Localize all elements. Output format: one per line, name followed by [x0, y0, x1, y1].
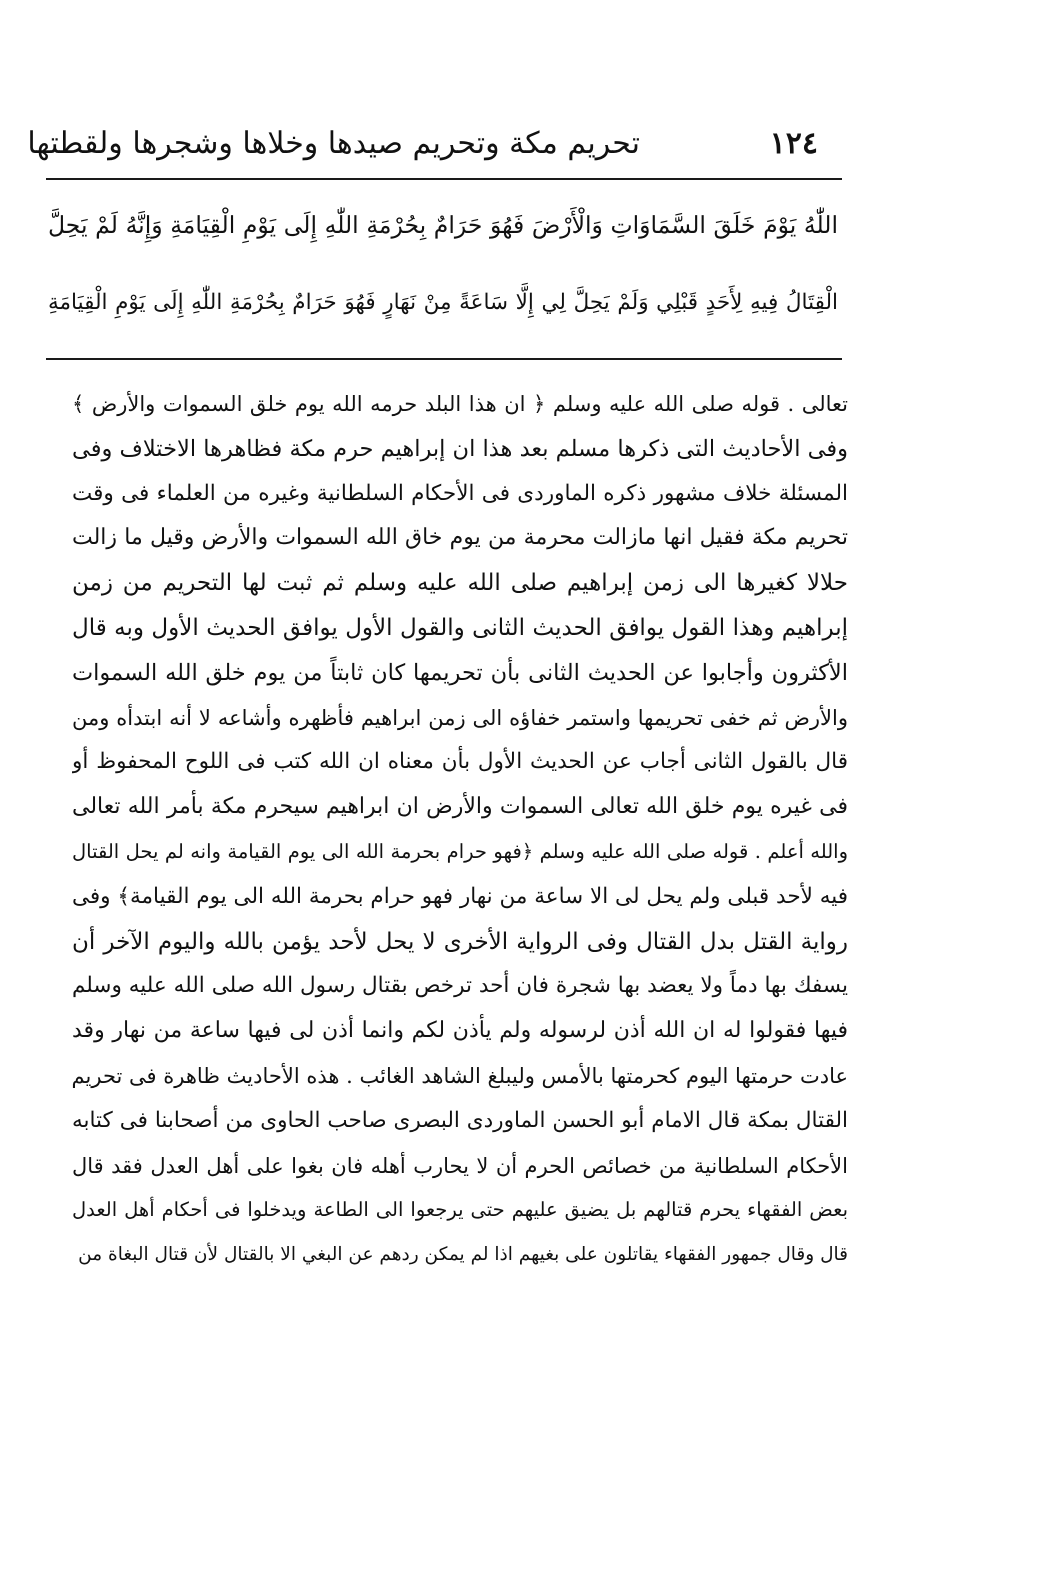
commentary-line: فيه لأحد قبلى ولم يحل لى الا ساعة من نهار فهو حرام بحرمة الله الى يوم القيامة﴾ وفى [72, 883, 848, 909]
commentary-line: قال بالقول الثانى أجاب عن الحديث الأول بأن معناه ان الله كتب فى اللوح المحفوظ أو [72, 749, 848, 775]
commentary-line: رواية القتل بدل القتال وفى الرواية الأخرى لا يحل لأحد يؤمن بالله واليوم الآخر أن [72, 928, 848, 955]
commentary-line: يسفك بها دماً ولا يعضد بها شجرة فان أحد ترخص بقتال رسول الله صلى الله عليه وسلم [72, 973, 848, 999]
commentary-line: الأكثرون وأجابوا عن الحديث الثانى بأن تحريمها كان ثابتاً من يوم خلق الله السموات [72, 659, 848, 686]
commentary-line: القتال بمكة قال الامام أبو الحسن الماوردى البصرى صاحب الحاوى من أصحابنا فى كتابه [72, 1107, 848, 1133]
hadith-text-block [48, 186, 838, 342]
page-number: ١٢٤ [769, 126, 818, 161]
commentary-line: فيها فقولوا له ان الله أذن لرسوله ولم يأذن لكم وانما أذن لى فيها ساعة من نهار وقد [72, 1018, 848, 1044]
commentary-line: وفى الأحاديث التى ذكرها مسلم بعد هذا ان إبراهيم حرم مكة فظاهرها الاختلاف وفى [72, 435, 848, 462]
commentary-line: تعالى . قوله صلى الله عليه وسلم ﴿ ان هذا البلد حرمه الله يوم خلق السموات والأرض ﴾ [72, 392, 848, 416]
commentary-line: تحريم مكة فقيل انها مازالت محرمة من يوم خاق الله السموات والأرض وقيل ما زالت [72, 525, 848, 551]
hadith-line: الْقِتَالُ فِيهِ لِأَحَدٍ قَبْلِي وَلَمْ يَحِلَّ لِي إِلَّا سَاعَةً مِنْ نَهَارٍ فَهُوَ حَرَامٌ بِحُرْمَةِ اللّٰهِ إِلَى يَوْمِ الْقِيَامَةِ [48, 290, 838, 315]
commentary-line: بعض الفقهاء يحرم قتالهم بل يضيق عليهم حتى يرجعوا الى الطاعة ويدخلوا فى أحكام أهل العدل [72, 1198, 848, 1222]
commentary-line: حلالا كغيرها الى زمن إبراهيم صلى الله عليه وسلم ثم ثبت لها التحريم من زمن [72, 570, 848, 597]
commentary-line: قال وقال جمهور الفقهاء يقاتلون على بغيهم اذا لم يمكن ردهم عن البغي الا بالقتال لأن قتال البغاة من [78, 1244, 848, 1266]
commentary-line: فى غيره يوم خلق الله تعالى السموات والأرض ان ابراهيم سيحرم مكة بأمر الله تعالى [72, 794, 848, 820]
commentary-line: المسئلة خلاف مشهور ذكره الماوردى فى الأحكام السلطانية وغيره من العلماء فى وقت [72, 480, 848, 506]
hadith-line: اللّٰهُ يَوْمَ خَلَقَ السَّمَاوَاتِ وَالْأَرْضَ فَهُوَ حَرَامٌ بِحُرْمَةِ اللّٰهِ إِلَى يَوْمِ الْقِيَامَةِ وَإِنَّهُ لَمْ يَحِلَّ [48, 211, 838, 239]
running-title: تحريم مكة وتحريم صيدها وخلاها وشجرها ولقطتها [27, 126, 640, 161]
commentary-line: الأحكام السلطانية من خصائص الحرم أن لا يحارب أهله فان بغوا على أهل العدل فقد قال [72, 1153, 848, 1178]
section-divider [46, 358, 842, 360]
commentary-line: والله أعلم . قوله صلى الله عليه وسلم ﴿فهو حرام بحرمة الله الى يوم القيامة وانه لم يحل القتال [72, 839, 848, 863]
header-rule [46, 178, 842, 180]
commentary-block [72, 382, 848, 1278]
commentary-line: والأرض ثم خفى تحريمها واستمر خفاؤه الى زمن ابراهيم فأظهره وأشاعه لا أنه ابتدأه ومن [72, 705, 848, 730]
page-header [27, 122, 830, 172]
commentary-line: عادت حرمتها اليوم كحرمتها بالأمس وليبلغ الشاهد الغائب . هذه الأحاديث ظاهرة فى تحريم [72, 1063, 848, 1088]
commentary-line: إبراهيم وهذا القول يوافق الحديث الثانى والقول الأول يوافق الحديث الأول وبه قال [72, 614, 848, 641]
